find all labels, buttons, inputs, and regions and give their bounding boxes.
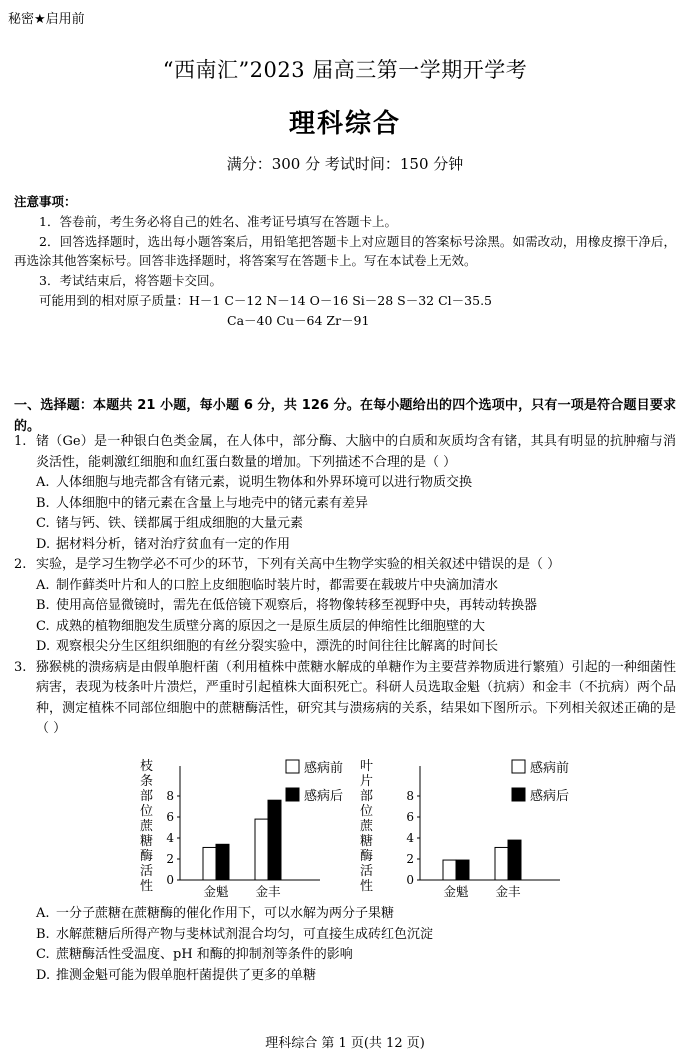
y-axis-label-char: 性: [140, 879, 154, 894]
notice-item: 2．回答选择题时，选出每小题答案后，用铅笔把答题卡上对应题目的答案标号涂黑。如需改动，用橡皮擦干净后，再选涂其他答案标号。回答非选择题时，将答案写在答题卡上。写在本试卷上无效。: [14, 233, 676, 269]
y-axis-label-char: 活: [360, 864, 374, 879]
question-3-options: [14, 904, 676, 986]
y-axis-label-char: 叶: [360, 759, 374, 774]
option: [14, 494, 676, 515]
legend-label: 感病前: [304, 761, 344, 776]
bar: [216, 844, 229, 880]
option: [14, 637, 676, 658]
option: [14, 535, 676, 556]
option-text: 一分子蔗糖在蔗糖酶的催化作用下，可以水解为两分子果糖: [56, 906, 395, 921]
option-text: 使用高倍显微镜时，需先在低倍镜下观察后，将物像转移至视野中央，再转动转换器: [56, 598, 538, 614]
option-text: 制作藓类叶片和人的口腔上皮细胞临时装片时，都需要在载玻片中央滴加清水: [56, 577, 499, 593]
y-axis-label-char: 部: [140, 789, 154, 804]
y-tick-label: 0: [166, 873, 174, 887]
option-text: 观察根尖分生区组织细胞的有丝分裂实验中，漂洗的时间往往比解离的时间长: [56, 639, 499, 655]
legend-label: 感病前: [530, 761, 570, 776]
option-label: A.: [36, 906, 50, 921]
question: [14, 555, 676, 576]
option-label: C.: [36, 618, 50, 634]
legend-swatch: [512, 788, 525, 801]
y-tick-label: 2: [406, 852, 414, 866]
option-text: 锗与钙、铁、镁都属于组成细胞的大量元素: [56, 516, 304, 532]
bar: [203, 847, 216, 880]
bar: [443, 860, 456, 880]
option-label: D.: [36, 967, 51, 983]
legend-label: 感病后: [530, 789, 570, 804]
option: [14, 945, 676, 966]
bar: [456, 860, 469, 880]
question-stem: 猕猴桃的溃疡病是由假单胞杆菌（利用植株中蔗糖水解成的单糖作为主要营养物质进行繁殖）引起的一种细菌性病害，表现为枝条叶片溃烂，严重时引起植株大面积死亡。科研人员选取金魁（抗病）和金丰（不抗病）两个品种，测定植株不同部位细胞中的蔗糖酶活性，研究其与溃疡病的关系，结果如下图所示。下列相关叙述正确的是（ ）: [36, 659, 676, 737]
option-label: D.: [36, 536, 51, 552]
notice-item: 3．考试结束后，将答题卡交回。: [39, 273, 222, 288]
bar: [255, 819, 268, 880]
notice-item: 1．答卷前，考生务必将自己的姓名、准考证号填写在答题卡上。: [39, 213, 397, 229]
option-label: D.: [36, 639, 51, 655]
y-tick-label: 6: [166, 810, 174, 824]
bar: [268, 800, 281, 880]
secret-label: 秘密★启用前: [8, 12, 85, 27]
question-number: 3.: [14, 659, 27, 675]
bar: [495, 847, 508, 880]
y-axis-label-char: 蔗: [140, 819, 154, 834]
section-heading: 一、选择题：本题共 21 小题，每小题 6 分，共 126 分。在每小题给出的四个选项中，只有一项是符合题目要求的。: [14, 398, 676, 434]
option: [14, 596, 676, 617]
option-label: C.: [36, 947, 50, 963]
option-label: B.: [36, 495, 50, 511]
question-stem: 锗（Ge）是一种银白色类金属，在人体中，部分酶、大脑中的白质和灰质均含有锗，其具有明显的抗肿瘤与消炎活性，能刺激红细胞和血红蛋白数量的增加。下列描述不合理的是（ ）: [36, 434, 676, 470]
y-tick-label: 0: [406, 873, 414, 887]
exam-title: “西南汇”2023 届高三第一学期开学考: [162, 58, 528, 82]
y-axis-label-char: 位: [360, 804, 374, 819]
subject-title: 理科综合: [288, 109, 401, 139]
option: [14, 617, 676, 638]
option-text: 成熟的植物细胞发生质壁分离的原因之一是原生质层的伸缩性比细胞壁的大: [56, 618, 486, 634]
notice-block: [14, 192, 676, 330]
y-axis-label-char: 片: [360, 774, 374, 789]
bar: [508, 840, 521, 880]
option: [14, 576, 676, 597]
atomic-mass-line: Ca－40 Cu－64 Zr－91: [227, 312, 370, 328]
x-tick-label: 金魁: [443, 884, 469, 899]
option: [14, 966, 676, 987]
y-tick-label: 4: [406, 831, 414, 845]
y-axis-label-char: 酶: [140, 849, 154, 864]
y-axis-label-char: 蔗: [360, 819, 374, 834]
y-axis-label-char: 性: [360, 879, 374, 894]
option: [14, 473, 676, 494]
option-text: 推测金魁可能为假单胞杆菌提供了更多的单糖: [56, 967, 317, 983]
y-axis-label-char: 位: [140, 804, 154, 819]
notice-title: 注意事项：: [14, 194, 77, 209]
y-axis-label-char: 部: [360, 789, 374, 804]
question-number: 2.: [14, 557, 27, 573]
y-tick-label: 8: [406, 789, 414, 803]
option-label: B.: [36, 926, 50, 942]
legend-label: 感病后: [304, 789, 344, 804]
option-label: B.: [36, 598, 50, 614]
option-text: 水解蔗糖后所得产物与斐林试剂混合均匀，可直接生成砖红色沉淀: [56, 926, 434, 942]
y-axis-label-char: 枝: [140, 759, 154, 774]
x-tick-label: 金魁: [203, 884, 229, 899]
question: [14, 658, 676, 740]
x-tick-label: 金丰: [495, 884, 521, 899]
legend-swatch: [286, 788, 299, 801]
option-text: 人体细胞中的锗元素在含量上与地壳中的锗元素有差异: [56, 495, 369, 511]
y-tick-label: 6: [406, 810, 414, 824]
option: [14, 925, 676, 946]
legend-swatch: [286, 760, 299, 773]
enzyme-activity-charts: [134, 756, 594, 904]
atomic-mass-line: 可能用到的相对原子质量：H－1 C－12 N－14 O－16 Si－28 S－32 Cl－35.5: [39, 292, 492, 308]
option: [14, 904, 676, 925]
legend-swatch: [512, 760, 525, 773]
option-label: A.: [36, 475, 50, 491]
bar-charts-svg: [134, 756, 594, 904]
y-tick-label: 8: [166, 789, 174, 803]
y-tick-label: 2: [166, 852, 174, 866]
y-axis-label-char: 酶: [360, 849, 374, 864]
option-text: 据材料分析，锗对治疗贫血有一定的作用: [56, 536, 291, 552]
question-number: 1.: [14, 434, 27, 449]
option-label: C.: [36, 516, 50, 532]
option-text: 蔗糖酶活性受温度、pH 和酶的抑制剂等条件的影响: [56, 947, 353, 963]
x-tick-label: 金丰: [255, 884, 281, 899]
y-tick-label: 4: [166, 831, 174, 845]
question-stem: 实验，是学习生物学必不可少的环节，下列有关高中生物学实验的相关叙述中错误的是（ ）: [36, 557, 561, 573]
question: [14, 432, 676, 473]
y-axis-label-char: 糖: [140, 834, 154, 849]
option-label: A.: [36, 577, 50, 593]
option: [14, 514, 676, 535]
y-axis-label-char: 糖: [360, 834, 374, 849]
y-axis-label-char: 条: [140, 774, 154, 789]
questions-block: [14, 432, 676, 740]
y-axis-label-char: 活: [140, 864, 154, 879]
page-footer: 理科综合 第 1 页(共 12 页): [265, 1036, 425, 1051]
option-text: 人体细胞与地壳都含有锗元素，说明生物体和外界环境可以进行物质交换: [56, 475, 473, 491]
score-time-line: 满分：300 分 考试时间：150 分钟: [226, 155, 464, 173]
